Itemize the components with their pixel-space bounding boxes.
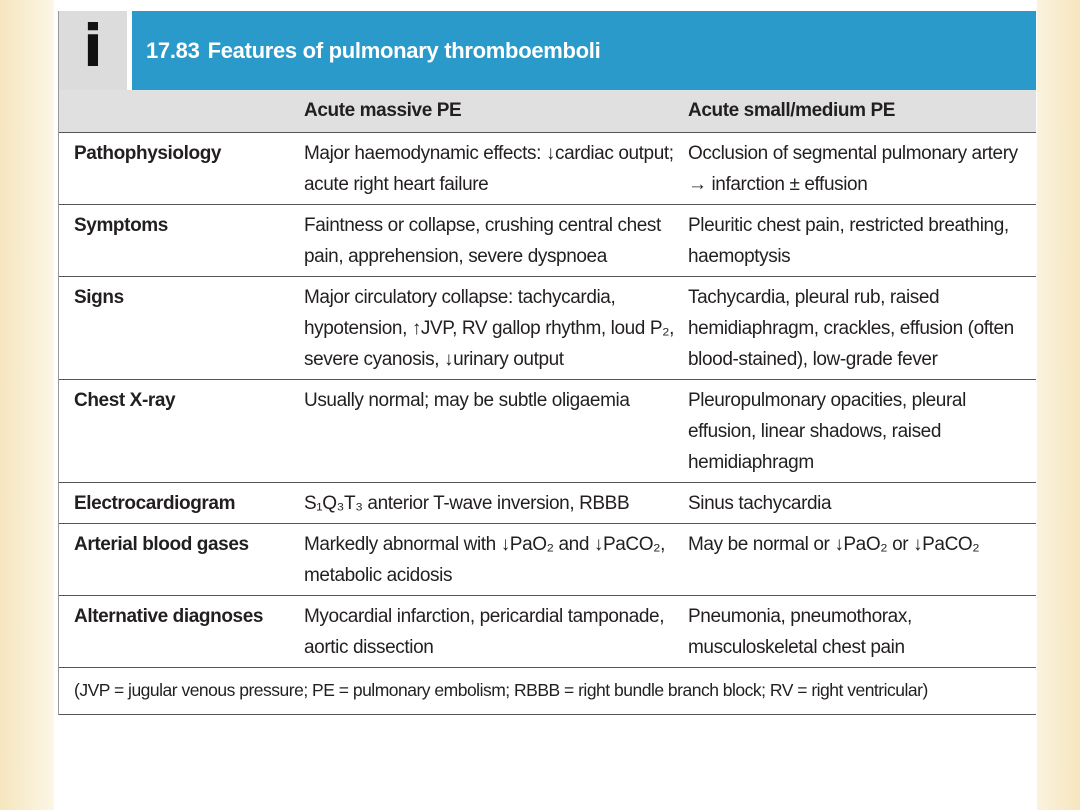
cell-small: Pneumonia, pneumothorax, musculoskeletal chest pain (688, 596, 1036, 668)
table-row (59, 524, 1036, 596)
row-label: Symptoms (59, 205, 304, 277)
table-row (59, 380, 1036, 483)
info-icon: i (83, 12, 103, 80)
row-label: Alternative diagnoses (59, 596, 304, 668)
table-row (59, 596, 1036, 668)
cell-massive: Usually normal; may be subtle oligaemia (304, 380, 688, 483)
cell-massive: Myocardial infarction, pericardial tamponade, aortic dissection (304, 596, 688, 668)
cell-small: Sinus tachycardia (688, 483, 1036, 524)
column-header-massive: Acute massive PE (304, 90, 688, 133)
cell-small: Pleuritic chest pain, restricted breathing, haemoptysis (688, 205, 1036, 277)
table-row (59, 483, 1036, 524)
table-header (59, 11, 1036, 90)
features-table (59, 90, 1036, 668)
table-footnote: (JVP = jugular venous pressure; PE = pulmonary embolism; RBBB = right bundle branch block; RV = right ventricular) (59, 668, 1036, 715)
cell-small: Tachycardia, pleural rub, raised hemidiaphragm, crackles, effusion (often blood-stained), low-grade fever (688, 277, 1036, 380)
cell-small: Pleuropulmonary opacities, pleural effusion, linear shadows, raised hemidiaphragm (688, 380, 1036, 483)
cell-small: May be normal or ↓PaO₂ or ↓PaCO₂ (688, 524, 1036, 596)
cell-massive: Major circulatory collapse: tachycardia, hypotension, ↑JVP, RV gallop rhythm, loud P₂, severe cyanosis, ↓urinary output (304, 277, 688, 380)
cell-massive: S₁Q₃T₃ anterior T-wave inversion, RBBB (304, 483, 688, 524)
cell-massive: Faintness or collapse, crushing central chest pain, apprehension, severe dyspnoea (304, 205, 688, 277)
table-title: Features of pulmonary thromboemboli (207, 37, 601, 63)
column-header-small: Acute small/medium PE (688, 90, 1036, 133)
row-label: Signs (59, 277, 304, 380)
cell-massive: Markedly abnormal with ↓PaO₂ and ↓PaCO₂, metabolic acidosis (304, 524, 688, 596)
row-label: Chest X-ray (59, 380, 304, 483)
title-bar (132, 11, 1036, 90)
row-label: Electrocardiogram (59, 483, 304, 524)
table-row (59, 205, 1036, 277)
info-box (59, 11, 127, 90)
column-header-empty (59, 90, 304, 133)
features-table-box (58, 11, 1036, 715)
table-number: 17.83 (146, 37, 200, 63)
cell-small: Occlusion of segmental pulmonary artery → infarction ± effusion (688, 133, 1036, 205)
table-row (59, 277, 1036, 380)
row-label: Arterial blood gases (59, 524, 304, 596)
table-row (59, 133, 1036, 205)
cell-massive: Major haemodynamic effects: ↓cardiac output; acute right heart failure (304, 133, 688, 205)
row-label: Pathophysiology (59, 133, 304, 205)
page (54, 0, 1037, 810)
column-header-row (59, 90, 1036, 133)
